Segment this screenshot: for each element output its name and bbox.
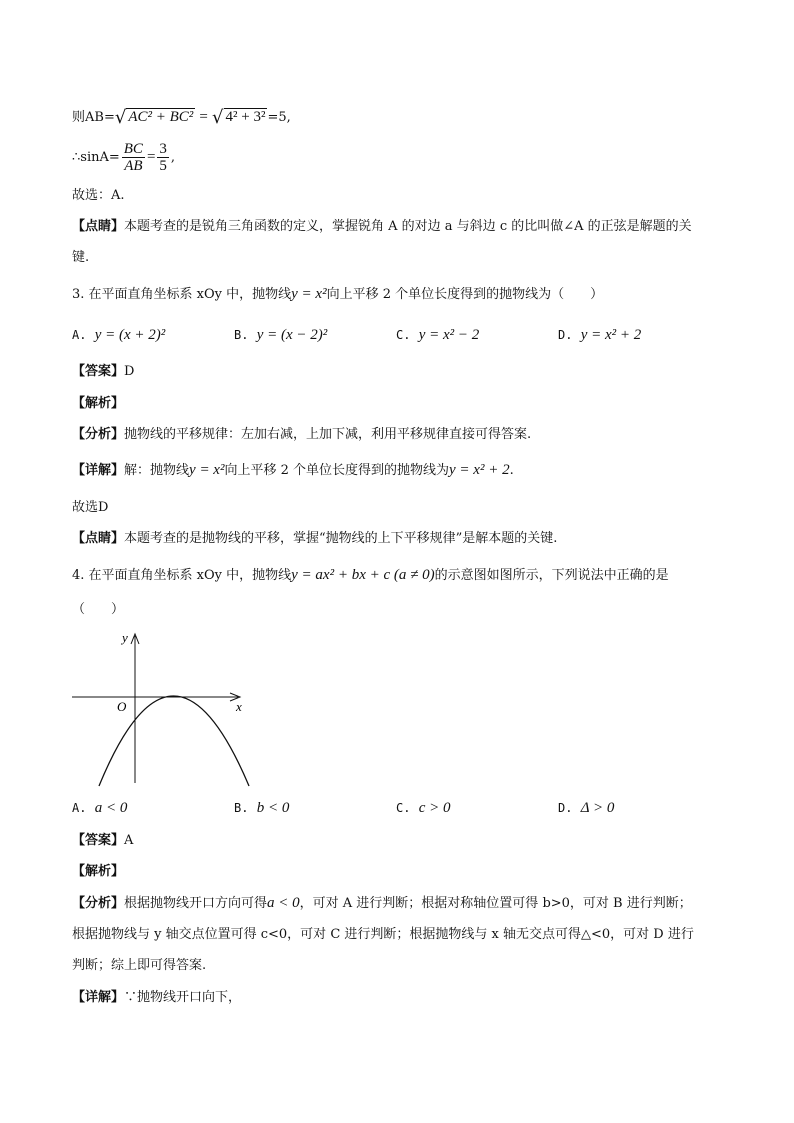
q4-fenxi-line2: 根据抛物线与 y 轴交点位置可得 c<0，可对 C 进行判断；根据抛物线与 x 轴无交点可得△<0，可对 D 进行 [72,927,694,942]
q4-option-d: D. Δ > 0 [558,800,615,816]
q4-option-b: B. b < 0 [234,800,290,816]
equation-ab: 则AB=√ AC² + BC² = √ 4² + 3² =5, [72,107,291,128]
q4-fenxi: 【分析】根据抛物线开口方向可得a < 0，可对 A 进行判断；根据对称轴位置可得 b>0，可对 B 进行判断； [72,895,692,911]
q3-option-c: C. y = x² − 2 [396,327,480,343]
comment-q2-line2: 键. [72,250,90,265]
equation-sina: ∴sinA= $\frac{BC}{AB}$ = $\frac{3}{5}$ , [72,141,176,174]
fraction-3-5: $\frac{3}{5}$ [159,141,167,174]
q3-dianjing: 【点睛】本题考查的是抛物线的平移，掌握“抛物线的上下平移规律”是解本题的关键. [72,531,558,546]
origin-label: O [117,699,127,714]
sqrt-ac-bc: √ AC² + BC² [114,107,194,128]
choose-a-text: 故选：A. [72,188,125,203]
q3-answer: 【答案】D [72,364,135,379]
comment-q2: 【点睛】本题考查的是锐角三角函数的定义，掌握锐角 A 的对边 a 与斜边 c 的比叫做∠A 的正弦是解题的关 [72,219,692,234]
q3-stem: 3. 在平面直角坐标系 xOy 中，抛物线y = x²向上平移 2 个单位长度得到的抛物线为（ ） [72,286,604,302]
q4-stem: 4. 在平面直角坐标系 xOy 中，抛物线y = ax² + bx + c (a ≠ 0)的示意图如图所示，下列说法中正确的是 [72,567,669,583]
x-axis-label: x [236,699,242,714]
q3-option-a: A. y = (x + 2)² [72,327,166,343]
parabola-graph [66,628,266,788]
q3-xiangjie: 【详解】解：抛物线y = x²向上平移 2 个单位长度得到的抛物线为y = x² + 2. [72,462,514,478]
fraction-bc-ab: $\frac{BC}{AB}$ [123,141,143,174]
sqrt-4-3: √ 4² + 3² [212,107,266,128]
equation-ab-prefix: 则AB= [72,110,115,125]
q3-option-d: D. y = x² + 2 [558,327,642,343]
q4-option-c: C. c > 0 [396,800,451,816]
q3-choose: 故选D [72,500,109,515]
q4-answer: 【答案】A [72,833,134,848]
q4-fenxi-line3: 判断；综上即可得答案. [72,958,207,973]
q4-stem-line2: （ ） [72,602,125,617]
q4-analysis-heading: 【解析】 [72,864,125,879]
q4-option-a: A. a < 0 [72,800,128,816]
q3-fenxi: 【分析】抛物线的平移规律：左加右减，上加下减，利用平移规律直接可得答案. [72,427,532,442]
q4-xiangjie: 【详解】∵抛物线开口向下， [72,990,242,1005]
y-axis-label: y [122,630,128,645]
q3-option-b: B. y = (x − 2)² [234,327,328,343]
q3-analysis-heading: 【解析】 [72,396,125,411]
